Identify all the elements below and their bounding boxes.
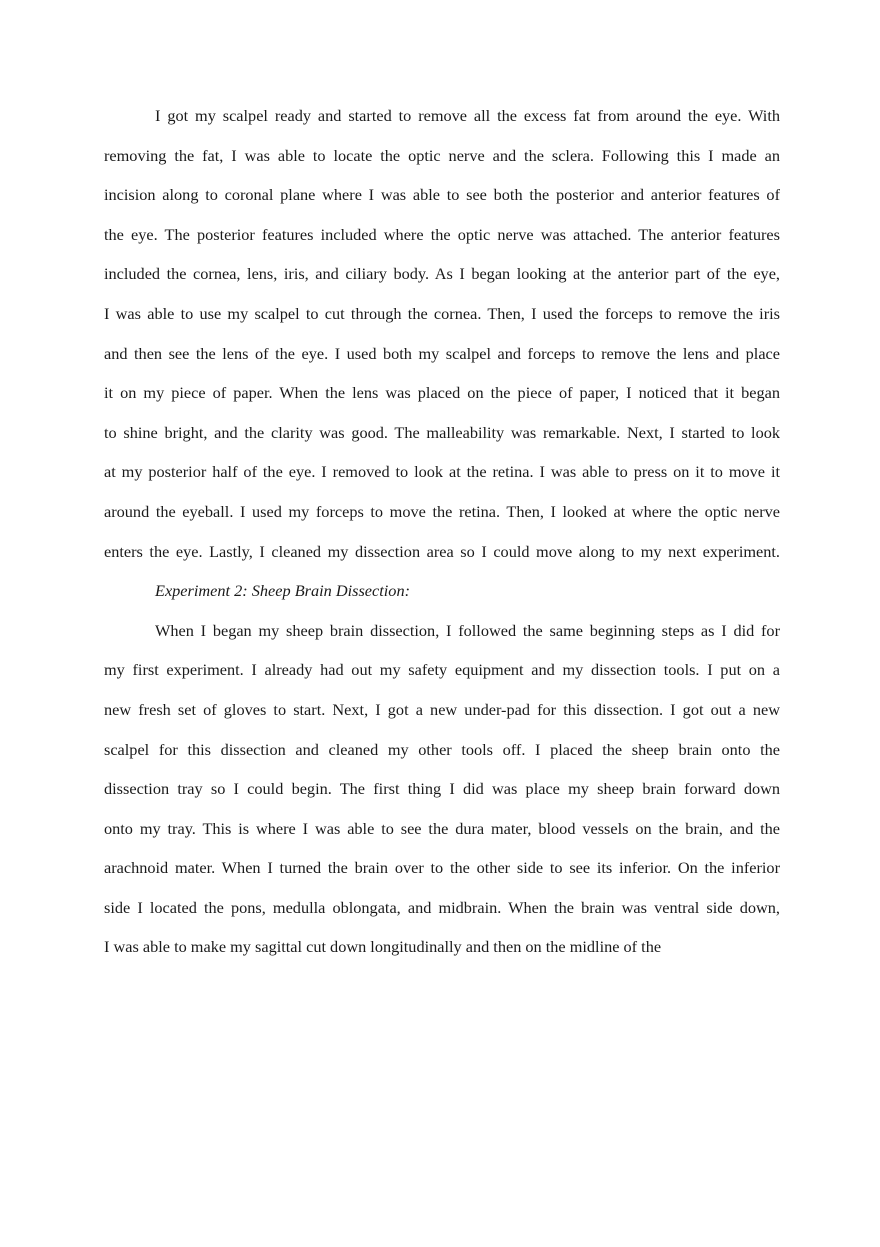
paragraph-line: I was able to use my scalpel to cut through the cornea. Then, I used the forceps to remove the iris [104, 303, 780, 323]
document-body [104, 96, 780, 967]
paragraph-line: arachnoid mater. When I turned the brain over to the other side to see its inferior. On the inferior [104, 858, 780, 878]
paragraph-line: incision along to coronal plane where I was able to see both the posterior and anterior features of [104, 185, 780, 205]
paragraph-line: dissection tray so I could begin. The first thing I did was place my sheep brain forward down [104, 779, 780, 799]
paragraph-line: at my posterior half of the eye. I removed to look at the retina. I was able to press on it to move it [104, 462, 780, 482]
paragraph-line: my first experiment. I already had out my safety equipment and my dissection tools. I put on a [104, 660, 780, 680]
paragraph-line: I was able to make my sagittal cut down longitudinally and then on the midline of the [104, 937, 662, 957]
paragraph-line: it on my piece of paper. When the lens was placed on the piece of paper, I noticed that it began [104, 383, 780, 403]
paragraph-line: side I located the pons, medulla oblongata, and midbrain. When the brain was ventral side down, [104, 897, 780, 917]
paragraph-line: scalpel for this dissection and cleaned my other tools off. I placed the sheep brain onto the [104, 739, 780, 759]
paragraph-brain-dissection [104, 611, 780, 967]
paragraph-eye-dissection [104, 96, 780, 571]
paragraph-line: around the eyeball. I used my forceps to move the retina. Then, I looked at where the optic nerve [104, 501, 780, 521]
section-heading: Experiment 2: Sheep Brain Dissection: [155, 581, 411, 601]
paragraph-line: and then see the lens of the eye. I used both my scalpel and forceps to remove the lens and place [104, 343, 780, 363]
paragraph-line: onto my tray. This is where I was able to see the dura mater, blood vessels on the brain, and the [104, 818, 780, 838]
paragraph-line: I got my scalpel ready and started to remove all the excess fat from around the eye. With [155, 106, 780, 125]
paragraph-line: enters the eye. Lastly, I cleaned my dissection area so I could move along to my next experiment. [104, 541, 780, 561]
paragraph-line: new fresh set of gloves to start. Next, I got a new under-pad for this dissection. I got out a new [104, 699, 780, 719]
paragraph-line: to shine bright, and the clarity was good. The malleability was remarkable. Next, I started to look [104, 422, 780, 442]
paragraph-line: included the cornea, lens, iris, and ciliary body. As I began looking at the anterior part of the eye, [104, 264, 780, 284]
paragraph-line: the eye. The posterior features included where the optic nerve was attached. The anterior features [104, 224, 780, 244]
paragraph-line: When I began my sheep brain dissection, I followed the same beginning steps as I did for [155, 620, 780, 640]
paragraph-line: removing the fat, I was able to locate the optic nerve and the sclera. Following this I made an [104, 145, 780, 165]
